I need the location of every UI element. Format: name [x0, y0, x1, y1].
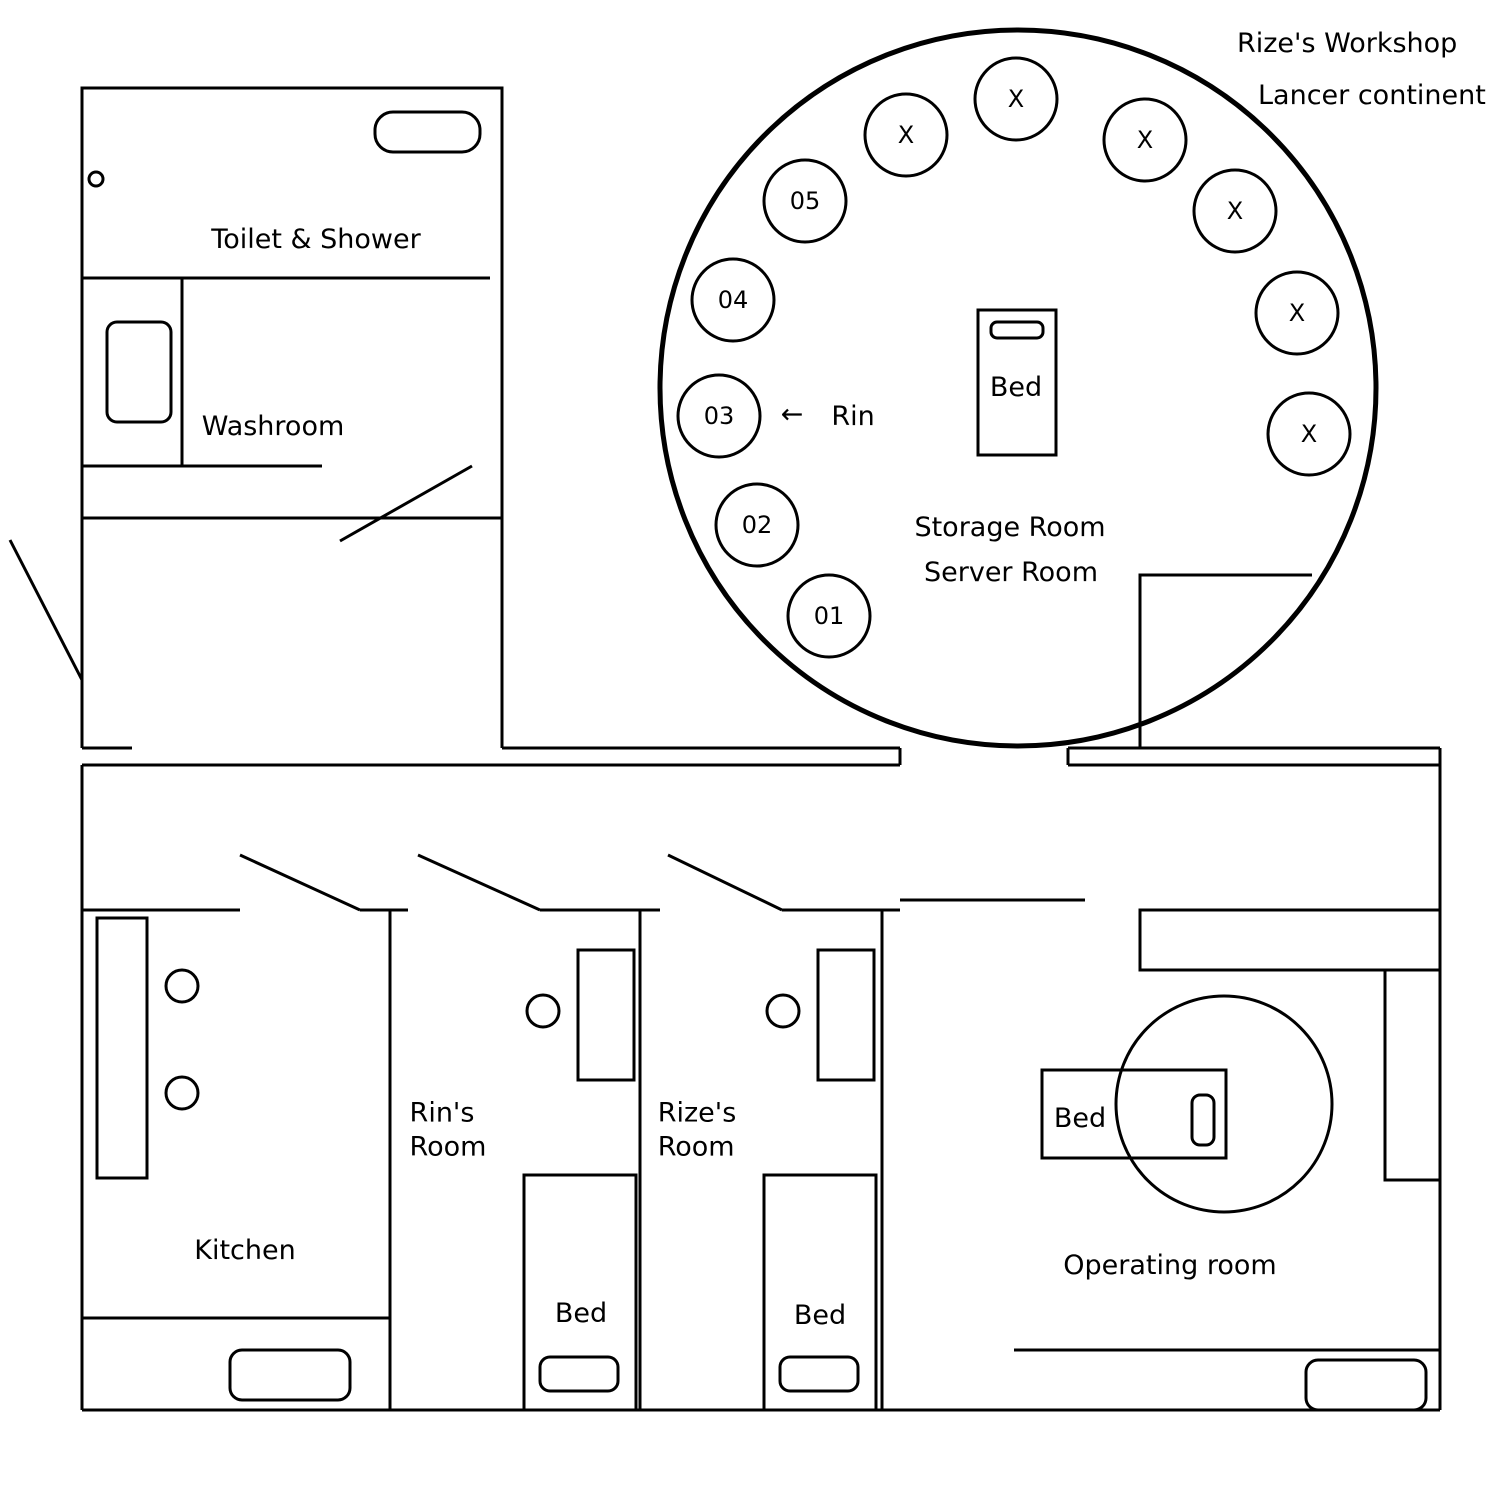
pod-label-x-5[interactable]: X [1288, 299, 1306, 327]
door-swing-kitchen [240, 855, 360, 910]
room-label-operating-room: Operating room [1063, 1250, 1277, 1282]
wall-diagonal-left [10, 540, 82, 680]
room-label-toilet-shower: Toilet & Shower [211, 224, 421, 256]
rin-room-stool [527, 995, 559, 1027]
operating-top-counter [1140, 910, 1440, 970]
kitchen-counter [97, 918, 147, 1178]
annotation-label-rin: Rin [831, 401, 875, 433]
rize-room-desk [818, 950, 874, 1080]
pod-label-x-4[interactable]: X [1226, 197, 1244, 225]
rize-room-stool [767, 995, 799, 1027]
pod-label-x-6[interactable]: X [1300, 420, 1318, 448]
kitchen-burner-1 [166, 970, 198, 1002]
title-line-2: Lancer continent [1258, 80, 1486, 111]
room-label-washroom: Washroom [201, 411, 345, 443]
bed-label-operating: Bed [1053, 1103, 1107, 1135]
operating-light-circle [1116, 996, 1332, 1212]
room-label-storage-room: Storage Room [914, 512, 1106, 544]
storage-bed-pillow [991, 322, 1043, 338]
door-swing-washroom [340, 466, 472, 541]
room-label-rizes-room: Rize's Room [657, 1097, 737, 1162]
pod-label-02[interactable]: 02 [741, 511, 773, 539]
operating-sink [1306, 1360, 1426, 1410]
arrow-left-icon: ← [780, 399, 804, 431]
pod-label-x-1[interactable]: X [897, 121, 915, 149]
bed-label-storage: Bed [989, 372, 1043, 404]
title-line-1: Rize's Workshop [1237, 28, 1458, 59]
room-label-kitchen: Kitchen [194, 1235, 296, 1267]
washroom-sink-fixture [107, 322, 171, 422]
wall-operating-upper-partition [1140, 575, 1312, 748]
pod-label-01[interactable]: 01 [813, 602, 845, 630]
rize-bed-pillow [780, 1357, 858, 1391]
room-label-server-room: Server Room [923, 557, 1099, 589]
pod-label-05[interactable]: 05 [789, 187, 821, 215]
pod-label-04[interactable]: 04 [717, 286, 749, 314]
kitchen-burner-2 [166, 1077, 198, 1109]
pod-label-x-3[interactable]: X [1136, 126, 1154, 154]
rin-room-desk [578, 950, 634, 1080]
door-swing-rin [418, 855, 540, 910]
kitchen-sink [230, 1350, 350, 1400]
pod-label-x-2[interactable]: X [1007, 85, 1025, 113]
toilet-fixture [89, 172, 103, 186]
room-label-rins-room: Rin's Room [409, 1097, 487, 1162]
operating-table-rest [1192, 1095, 1214, 1145]
operating-side-counter [1385, 970, 1440, 1180]
bathtub-fixture [375, 112, 480, 152]
bed-label-rize: Bed [793, 1300, 847, 1332]
door-swing-rize [668, 855, 782, 910]
bed-label-rin: Bed [554, 1298, 608, 1330]
rin-bed-pillow [540, 1357, 618, 1391]
pod-label-03[interactable]: 03 [703, 402, 735, 430]
